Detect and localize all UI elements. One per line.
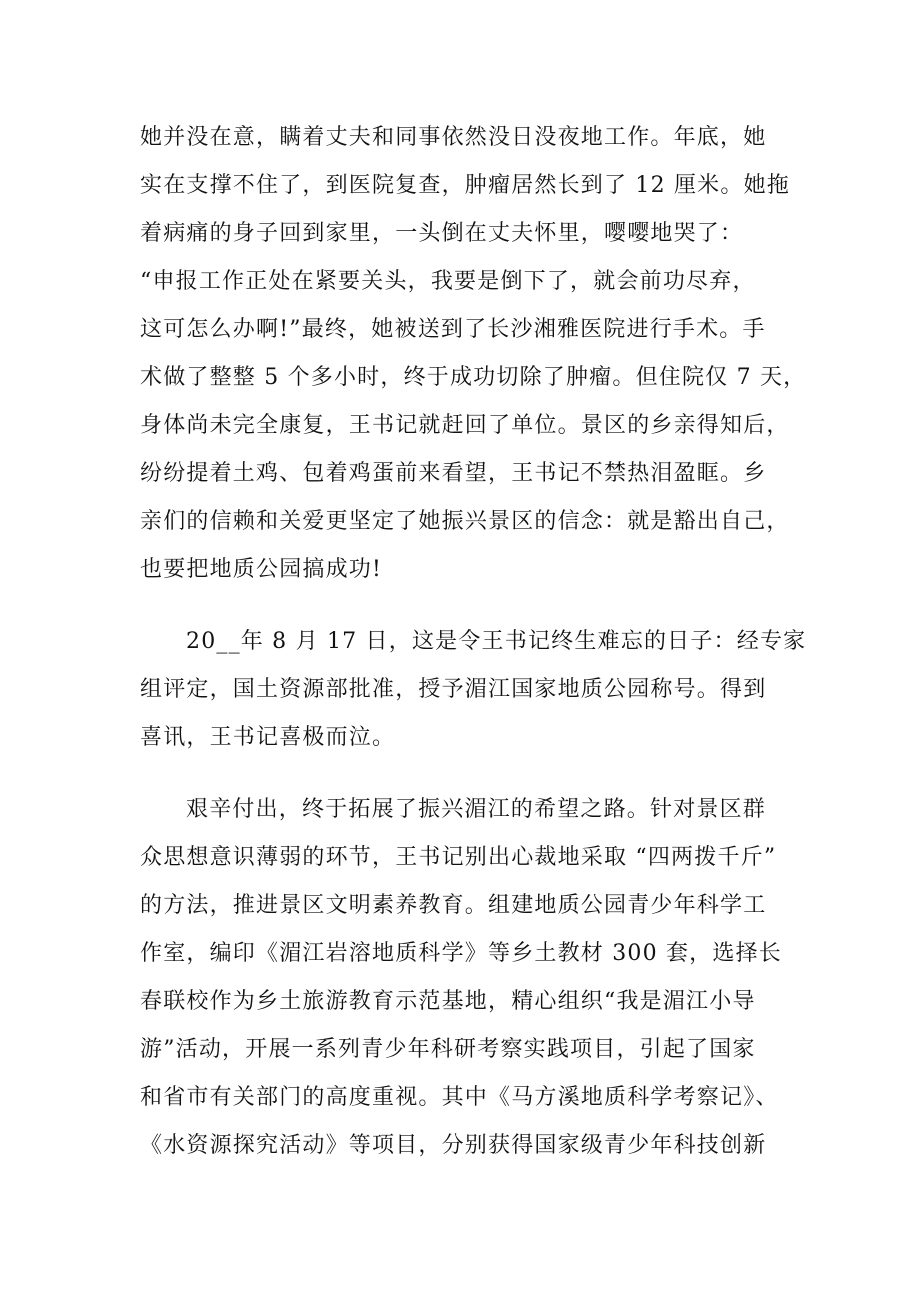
paragraph-spacer — [140, 594, 780, 618]
text-line: 20__年 8 月 17 日，这是令王书记终生难忘的日子：经专家 — [186, 629, 807, 654]
paragraph-spacer — [140, 762, 780, 786]
text-line: 《水资源探究活动》等项目，分别获得国家级青少年科技创新 — [140, 1133, 767, 1158]
text-line: 着病痛的身子回到家里，一头倒在丈夫怀里，嘤嘤地哭了： — [140, 221, 744, 246]
text-line: 亲们的信赖和关爱更坚定了她振兴景区的信念：就是豁出自己， — [140, 509, 790, 534]
text-line: 也要把地质公园搞成功! — [140, 557, 383, 582]
text-line: 她并没在意，瞒着丈夫和同事依然没日没夜地工作。年底，她 — [140, 125, 767, 150]
text-line: 作室，编印《湄江岩溶地质科学》等乡土教材 300 套，选择长 — [140, 941, 782, 966]
text-line: 艰辛付出，终于拓展了振兴湄江的希望之路。针对景区群 — [186, 797, 767, 822]
text-line: 实在支撑不住了，到医院复查，肿瘤居然长到了 12 厘米。她拖 — [140, 173, 790, 198]
text-line: 组评定，国土资源部批准，授予湄江国家地质公园称号。得到 — [140, 677, 767, 702]
text-line: 游”活动，开展一系列青少年科研考察实践项目，引起了国家 — [140, 1037, 756, 1062]
text-line: 纷纷提着土鸡、包着鸡蛋前来看望，王书记不禁热泪盈眶。乡 — [140, 461, 767, 486]
text-line: 众思想意识薄弱的环节，王书记别出心裁地采取 “四两拨千斤” — [140, 845, 777, 870]
text-line: 喜讯，王书记喜极而泣。 — [140, 725, 396, 750]
text-line: 身体尚未完全康复，王书记就赶回了单位。景区的乡亲得知后， — [140, 413, 790, 438]
text-line: “申报工作正处在紧要关头，我要是倒下了，就会前功尽弃， — [140, 269, 756, 294]
paragraph-2 — [140, 618, 807, 762]
text-line: 的方法，推进景区文明素养教育。组建地质公园青少年科学工 — [140, 893, 767, 918]
text-line: 和省市有关部门的高度重视。其中《马方溪地质科学考察记》、 — [140, 1085, 779, 1110]
document-page — [140, 114, 807, 1170]
paragraph-3 — [140, 786, 780, 1170]
text-line: 春联校作为乡土旅游教育示范基地，精心组织“我是湄江小导 — [140, 989, 756, 1014]
text-line: 术做了整整 5 个多小时，终于成功切除了肿瘤。但住院仅 7 天， — [140, 365, 807, 390]
paragraph-1 — [140, 114, 807, 594]
text-line: 这可怎么办啊!”最终，她被送到了长沙湘雅医院进行手术。手 — [140, 317, 766, 342]
